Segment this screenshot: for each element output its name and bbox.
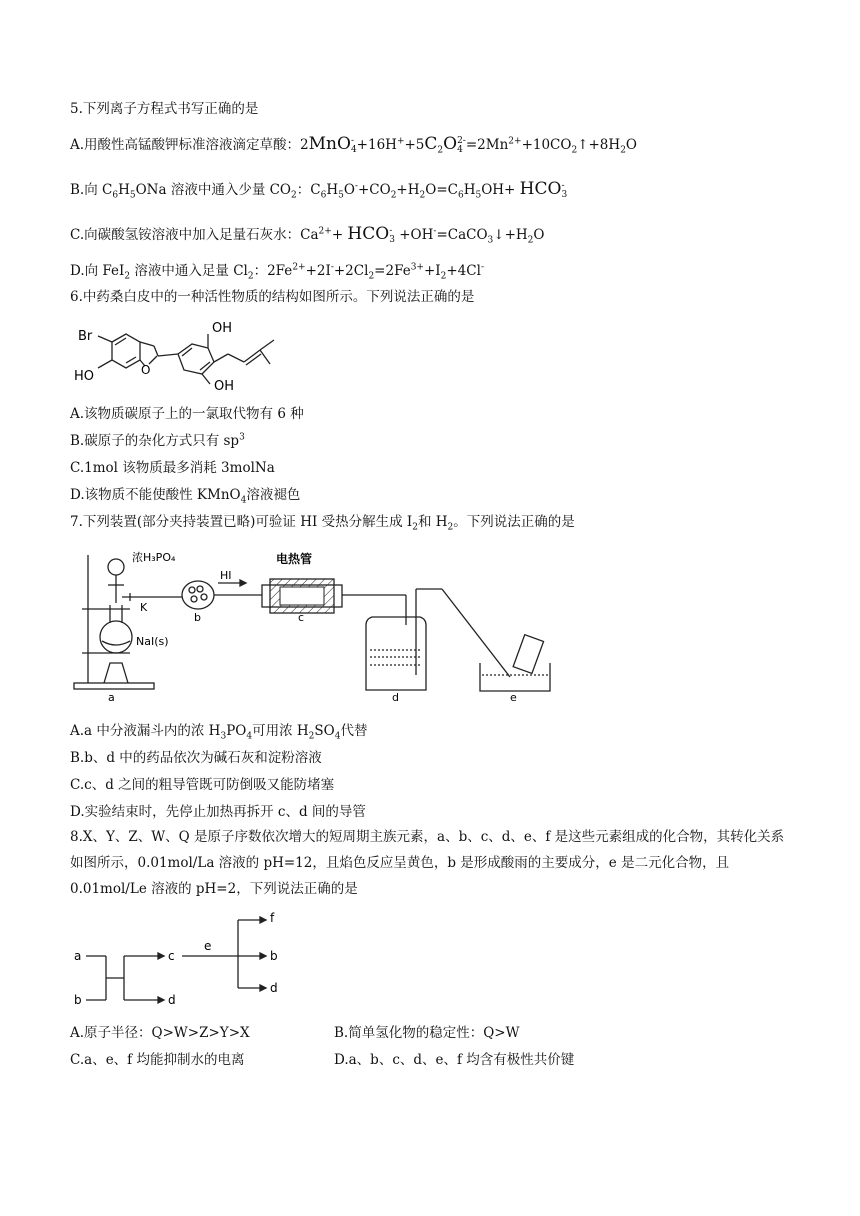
q5-c-t2: +OH: [394, 227, 434, 243]
q8-e-label: e: [204, 939, 212, 953]
q5-a-ion2: C: [424, 134, 438, 154]
mol-oh1-label: OH: [212, 321, 233, 336]
q6-b-text: B.碳原子的杂化方式只有 sp: [70, 433, 240, 449]
q5-b-t4: H: [326, 182, 339, 198]
q8-a-label: a: [74, 949, 82, 963]
q6-d-text2: 溶液褪色: [246, 487, 301, 503]
q6-d-text1: D.该物质不能使酸性 KMnO: [70, 487, 241, 503]
q6-option-c[interactable]: C.1mol 该物质最多消耗 3molNa: [70, 460, 275, 476]
q7-option-c[interactable]: C.c、d 之间的粗导管既可防倒吸又能防堵塞: [70, 777, 335, 793]
q5-a-post: =2Mn: [465, 137, 509, 153]
q6-option-d[interactable]: D.该物质不能使酸性 KMnO$_4$溶液褪色: [70, 487, 301, 506]
q7-apparatus-diagram: [70, 545, 560, 705]
q7-a2: PO: [226, 723, 247, 739]
q6-molecule-diagram: [74, 318, 304, 396]
q8-d2-label: d: [270, 981, 278, 995]
q7-e-label: e: [510, 691, 517, 704]
q6-stem: 6.中药桑白皮中的一种活性物质的结构如图所示。下列说法正确的是: [70, 289, 475, 305]
q8-transformation-diagram: [74, 912, 294, 1006]
q5-stem: 5.下列离子方程式书写正确的是: [70, 101, 259, 117]
q6-option-a[interactable]: A.该物质碳原子上的一氯取代物有 6 种: [70, 406, 304, 422]
q7-tube-label: 电热管: [276, 552, 313, 566]
q5-c-ion: HCO: [347, 224, 390, 244]
q5-b-t2: ONa 溶液中通入少量 CO: [135, 182, 292, 198]
q6-option-b[interactable]: B.碳原子的杂化方式只有 $sp^3$: [70, 432, 245, 449]
q5-b-t6: +CO: [357, 182, 391, 198]
q5-b-ion: HCO: [519, 179, 562, 199]
q5-option-a[interactable]: A.用酸性高锰酸钾标准溶液滴定草酸：2MnO - 4 $+16H^++5C_2O$ 2- 4 $=2Mn^{2+}+10CO_2↑+8H_2O$: [70, 134, 637, 156]
q5-d-t3: +2I: [305, 263, 331, 279]
q7-b-label: b: [194, 611, 201, 624]
mol-br-label: Br: [78, 329, 93, 344]
q8-b2-label: b: [270, 949, 278, 963]
q5-b-t8: O=C: [425, 182, 458, 198]
q5-b-t9: H: [463, 182, 476, 198]
q7-stem3: 。下列说法正确的是: [453, 514, 575, 530]
q5-c-t3: =CaCO: [436, 227, 488, 243]
q7-a3: 可用浓 H: [252, 723, 309, 739]
q5-a-post2: +10CO: [521, 137, 572, 153]
q7-acid-label: 浓H₃PO₄: [132, 551, 176, 564]
q7-d-label: d: [392, 691, 399, 704]
q5-a-text: A.用酸性高锰酸钾标准溶液滴定草酸：2: [70, 137, 309, 153]
q8-d-label: d: [168, 993, 176, 1007]
mol-oh2-label: OH: [214, 379, 235, 394]
q5-d-pre: D.向 FeI: [70, 263, 125, 279]
q5-c-t1: +: [331, 227, 348, 243]
q5-option-d[interactable]: D.向 FeI$_2$ 溶液中通入足量 $Cl_2$：$2Fe^{2+}+2I^-+2Cl_2=2Fe^{3+}+I_2+4Cl^-$: [70, 262, 484, 282]
q7-stem2: 和 H: [417, 514, 448, 530]
q7-option-b[interactable]: B.b、d 中的药品依次为碱石灰和淀粉溶液: [70, 750, 322, 766]
q7-a-label: a: [108, 691, 115, 704]
q5-d-t5: =2Fe: [374, 263, 411, 279]
q8-b-label: b: [74, 993, 82, 1007]
mol-ho-label: HO: [74, 369, 95, 384]
q7-hi-label: HI: [220, 569, 232, 582]
q8-option-a[interactable]: A.原子半径：Q>W>Z>Y>X: [70, 1025, 250, 1041]
q5-d-t7: +4Cl: [446, 263, 481, 279]
q5-a-mid2: +5: [404, 137, 425, 153]
q5-c-t5: O: [533, 227, 545, 243]
q5-b-pre: B.向 C: [70, 182, 113, 198]
q5-b-t7: +H: [396, 182, 420, 198]
q5-b-t3: ：C: [296, 182, 321, 198]
q5-a-ion1: MnO: [308, 134, 351, 154]
q7-nai-label: NaI(s): [136, 635, 169, 648]
q5-a-post4: O: [625, 137, 637, 153]
q5-d-t4: +2Cl: [333, 263, 369, 279]
q8-stem: 8.X、Y、Z、W、Q 是原子序数依次增大的短周期主族元素，a、b、c、d、e、f 是这些元素组成的化合物，其转化关系如图所示，0.01mol/La 溶液的 pH=12，且焰色反应呈黄色，b 是形成酸雨的主要成分，e 是二元化合物，且 0.01mol/Le 溶液的 pH=2，下列说法正确的是: [70, 829, 785, 897]
q7-option-a[interactable]: A.a 中分液漏斗内的浓 $H_3PO_4$可用浓 $H_2SO_4$代替: [70, 723, 368, 742]
q5-c-t4: ↓+H: [493, 227, 528, 243]
q5-b-t10: OH+: [481, 182, 520, 198]
q8-option-d[interactable]: D.a、b、c、d、e、f 均含有极性共价键: [334, 1052, 575, 1068]
q7-a4: SO: [314, 723, 335, 739]
q5-option-b[interactable]: B.向 $C_6H_5ONa$ 溶液中通入少量 $CO_2$：$C_6H_5O^-+CO_2+H_2O=C_6H_5OH+$ HCO - 3: [70, 179, 568, 201]
q7-k-label: K: [140, 601, 148, 614]
q5-a-post3: ↑+8H: [577, 137, 621, 153]
q5-d-t1: 溶液中通入足量 Cl: [130, 263, 248, 279]
q8-f-label: f: [270, 911, 275, 925]
q7-a5: 代替: [340, 723, 368, 739]
mol-o-label: O: [141, 363, 151, 377]
q8-option-b[interactable]: B.简单氢化物的稳定性：Q>W: [334, 1025, 520, 1041]
q5-option-c[interactable]: C.向碳酸氢铵溶液中加入足量石灰水：$Ca^{2+}+$ HCO - 3 $+OH^-=CaCO_3↓+H_2O$: [70, 224, 545, 246]
q5-b-t5: O: [343, 182, 355, 198]
q7-stem1: 7.下列装置(部分夹持装置已略)可验证 HI 受热分解生成 I: [70, 514, 413, 530]
q7-stem: 7.下列装置(部分夹持装置已略)可验证 HI 受热分解生成 $I_2$和 $H_2$。下列说法正确的是: [70, 514, 575, 533]
q5-a-mid1: +16H: [356, 137, 397, 153]
q8-c-label: c: [168, 949, 175, 963]
q5-d-t2: ：2Fe: [253, 263, 293, 279]
q7-option-d[interactable]: D.实验结束时，先停止加热再拆开 c、d 间的导管: [70, 804, 366, 820]
q5-d-t6: +I: [423, 263, 441, 279]
q5-c-pre: C.向碳酸氢铵溶液中加入足量石灰水：Ca: [70, 227, 319, 243]
q8-option-c[interactable]: C.a、e、f 均能抑制水的电离: [70, 1052, 245, 1068]
q5-a-ion2b: O: [443, 134, 458, 154]
q5-b-t1: H: [118, 182, 130, 198]
q7-a1: A.a 中分液漏斗内的浓 H: [70, 723, 221, 739]
q7-c-label: c: [298, 611, 305, 624]
